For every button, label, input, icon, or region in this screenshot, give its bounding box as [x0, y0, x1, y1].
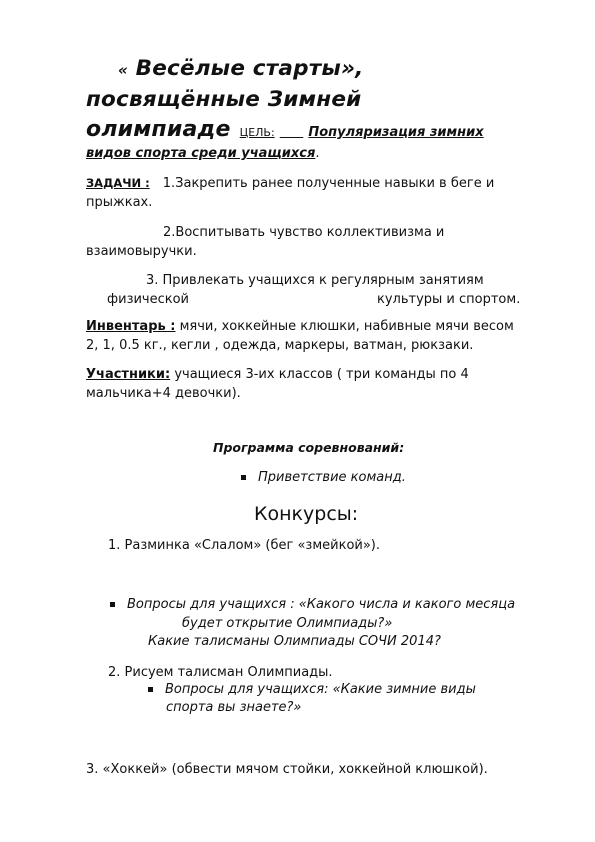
questions-1-line-2: будет открытие Олимпиады?» — [182, 616, 393, 631]
task-1-line-1: 1.Закрепить ранее полученные навыки в беге и — [162, 176, 495, 191]
goal-spacer — [280, 126, 304, 139]
participants-line-2: мальчика+4 девочки). — [86, 386, 241, 401]
participants-text-1: учащиеся 3-их классов ( три команды по 4 — [170, 367, 469, 382]
inventory-line-2: 2, 1, 0.5 кг., кегли , одежда, маркеры, ватман, рюкзаки. — [86, 338, 474, 353]
questions-2-line-2: спорта вы знаете?» — [166, 700, 302, 715]
contest-2: 2. Рисуем талисман Олимпиады. — [108, 665, 333, 680]
inventory-text-1: мячи, хоккейные клюшки, набивные мячи весом — [175, 319, 514, 334]
tasks-label: ЗАДАЧИ : — [86, 176, 150, 190]
program-item-greeting — [241, 470, 406, 485]
task-1-line-2: прыжках. — [86, 195, 153, 210]
bullet-icon — [110, 602, 115, 607]
tasks-line-1 — [86, 176, 494, 191]
contest-1: 1. Разминка «Слалом» (бег «змейкой»). — [108, 538, 381, 553]
goal-period: . — [315, 146, 320, 161]
questions-1-text-1: Вопросы для учащихся : «Какого числа и какого месяца — [127, 597, 516, 612]
participants-label: Участники: — [86, 367, 171, 382]
task-2-line-1: 2.Воспитывать чувство коллективизма и — [163, 225, 445, 240]
goal-text-2: видов спорта среди учащихся — [86, 146, 316, 161]
goal-label: ЦЕЛЬ: — [239, 126, 275, 139]
title-line-3-with-goal — [86, 117, 484, 142]
bullet-icon — [241, 475, 246, 480]
task-3-line-2a: физической — [107, 292, 190, 307]
inventory-line-1 — [86, 319, 514, 334]
contests-heading: Конкурсы: — [254, 503, 359, 525]
title-line-1 — [118, 56, 364, 81]
task-2-line-2: взаимовыручки. — [86, 244, 197, 259]
title-line-1-text: Весёлые старты», — [127, 56, 364, 81]
task-3-line-1: 3. Привлекать учащихся к регулярным занятиям — [146, 273, 484, 288]
questions-2-line-1 — [148, 682, 476, 697]
bullet-icon — [148, 687, 153, 692]
questions-1-line-3: Какие талисманы Олимпиады СОЧИ 2014? — [148, 634, 441, 649]
questions-2-text-1: Вопросы для учащихся: «Какие зимние виды — [165, 682, 476, 697]
participants-line-1 — [86, 367, 469, 382]
inventory-label: Инвентарь : — [86, 319, 176, 334]
task-3-line-2b: культуры и спортом. — [377, 292, 521, 307]
contest-3: 3. «Хоккей» (обвести мячом стойки, хоккейной клюшкой). — [86, 762, 488, 777]
title-line-2: посвящённые Зимней — [86, 87, 362, 112]
goal-text-1: Популяризация зимних — [308, 125, 484, 140]
program-heading: Программа соревнований: — [213, 440, 405, 455]
questions-1-line-1 — [110, 597, 515, 612]
title-line-3-text: олимпиаде — [86, 117, 231, 142]
goal-line-2 — [86, 146, 319, 161]
title-open-quote: « — [118, 61, 128, 79]
greeting-text: Приветствие команд. — [258, 470, 406, 485]
